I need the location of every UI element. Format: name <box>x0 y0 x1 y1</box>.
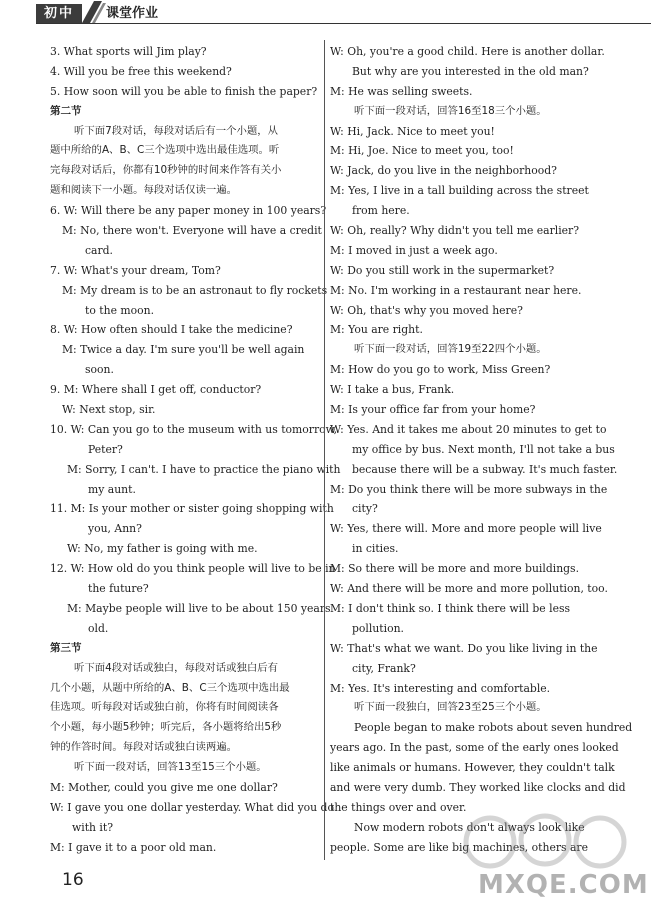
text-line: W: Jack, do you live in the neighborhood? <box>330 164 557 178</box>
text-line: M: No. I'm working in a restaurant near here. <box>330 283 582 297</box>
text-line: Peter? <box>88 442 123 456</box>
text-line: the future? <box>88 582 149 596</box>
text-line: People began to make robots about seven hundred <box>354 721 633 735</box>
text-line: M: You are right. <box>330 323 423 337</box>
text-line: M: Yes. It's interesting and comfortable. <box>330 681 551 695</box>
text-line: because there will be a subway. It's much faster. <box>352 462 618 476</box>
text-line: 第三节 <box>50 641 82 654</box>
text-line: from here. <box>352 204 410 218</box>
text-line: 听下面一段对话，回答19至22四个小题。 <box>354 343 547 356</box>
text-line: W: No, my father is going with me. <box>67 542 258 556</box>
text-line: 8. W: How often should I take the medicine? <box>50 323 293 337</box>
text-line: with it? <box>72 820 113 834</box>
text-line: W: Oh, you're a good child. Here is another dollar. <box>330 45 605 58</box>
text-line: my office by bus. Next month, I'll not take a bus <box>352 442 615 456</box>
header-rule <box>36 23 651 24</box>
header-badge: 初中 <box>36 4 82 23</box>
text-line: W: Hi, Jack. Nice to meet you! <box>330 124 495 138</box>
text-line: and were very dumb. They worked like clocks and did <box>330 780 626 794</box>
text-line: M: He was selling sweets. <box>330 84 473 98</box>
text-line: M: Do you think there will be more subways in the <box>330 482 608 496</box>
text-line: W: Next stop, sir. <box>62 403 156 417</box>
page-number: 16 <box>62 870 84 890</box>
text-line: 题中所给的A、B、C三个选项中选出最佳选项。听 <box>50 144 280 157</box>
text-line: 完每段对话后，你都有10秒钟的时间来作答有关小 <box>50 164 282 177</box>
text-line: 10. W: Can you go to the museum with us tomorrow, <box>50 422 338 436</box>
column-divider <box>324 40 325 860</box>
text-line: M: Hi, Joe. Nice to meet you, too! <box>330 144 514 158</box>
text-line: W: I take a bus, Frank. <box>330 383 455 397</box>
text-line: 第二节 <box>50 104 82 117</box>
text-line: 佳选项。听每段对话或独白前，你将有时间阅读各 <box>50 701 279 714</box>
text-line: 个小题，每小题5秒钟；听完后，各小题将给出5秒 <box>50 721 282 734</box>
text-line: M: I don't think so. I think there will be less <box>330 601 571 615</box>
text-line: M: Mother, could you give me one dollar? <box>50 780 278 794</box>
header-title: 课堂作业 <box>106 6 159 21</box>
right-column <box>330 42 633 858</box>
text-line: 12. W: How old do you think people will live to be in <box>50 562 336 576</box>
text-line: in cities. <box>352 542 399 556</box>
text-line: W: Oh, really? Why didn't you tell me earlier? <box>330 224 580 238</box>
text-line: 几个小题，从题中所给的A、B、C三个选项中选出最 <box>50 681 290 694</box>
text-line: Now modern robots don't always look like <box>354 820 585 834</box>
text-line: you, Ann? <box>88 522 142 536</box>
text-line: my aunt. <box>88 482 136 496</box>
text-line: W: That's what we want. Do you like living in the <box>330 641 598 655</box>
text-line: M: Yes, I live in a tall building across the street <box>330 184 589 198</box>
text-line: 听下面一段独白，回答23至25三个小题。 <box>354 701 547 714</box>
text-line: M: No, there won't. Everyone will have a credit <box>62 224 322 238</box>
left-column <box>50 42 341 858</box>
text-line: W: I gave you one dollar yesterday. What did you do <box>50 800 334 814</box>
text-line: to the moon. <box>85 303 155 317</box>
text-line: 听下面4段对话或独白，每段对话或独白后有 <box>74 661 279 674</box>
text-line: like animals or humans. However, they couldn't talk <box>330 761 615 775</box>
text-line: M: I gave it to a poor old man. <box>50 840 217 854</box>
text-line: M: Twice a day. I'm sure you'll be well again <box>62 343 305 357</box>
text-line: W: Oh, that's why you moved here? <box>330 303 523 317</box>
text-line: 题和阅读下一小题。每段对话仅读一遍。 <box>50 184 238 197</box>
text-line: pollution. <box>352 621 404 635</box>
text-line: 听下面一段对话，回答13至15三个小题。 <box>74 761 267 774</box>
text-line: M: So there will be more and more buildings. <box>330 562 580 576</box>
text-line: 5. How soon will you be able to finish the paper? <box>50 84 318 98</box>
text-line: the things over and over. <box>330 800 467 814</box>
text-line: W: Do you still work in the supermarket? <box>330 263 555 277</box>
text-line: 听下面7段对话，每段对话后有一个小题，从 <box>74 124 279 137</box>
text-line: M: Is your office far from your home? <box>330 403 536 417</box>
text-line: 3. What sports will Jim play? <box>50 45 207 58</box>
text-line: old. <box>88 621 109 635</box>
text-line: M: My dream is to be an astronaut to fly rockets <box>62 283 328 297</box>
header-slash-decoration <box>82 1 106 23</box>
text-line: card. <box>85 243 113 257</box>
text-line: M: How do you go to work, Miss Green? <box>330 363 551 377</box>
text-line: 听下面一段对话，回答16至18三个小题。 <box>354 104 547 117</box>
text-line: W: And there will be more and more pollution, too. <box>330 582 608 596</box>
text-line: 7. W: What's your dream, Tom? <box>50 263 221 277</box>
text-line: W: Yes, there will. More and more people will live <box>330 522 602 536</box>
text-line: city? <box>352 502 378 516</box>
text-line: But why are you interested in the old man? <box>352 64 589 78</box>
text-line: W: Yes. And it takes me about 20 minutes to get to <box>330 422 607 436</box>
text-line: 钟的作答时间。每段对话或独白读两遍。 <box>50 741 238 754</box>
page-header <box>0 0 651 24</box>
text-line: M: Maybe people will live to be about 150 years <box>67 601 331 615</box>
text-line: years ago. In the past, some of the early ones looked <box>330 741 619 755</box>
text-line: 6. W: Will there be any paper money in 100 years? <box>50 204 327 218</box>
text-line: M: Sorry, I can't. I have to practice the piano with <box>67 462 341 476</box>
text-line: 9. M: Where shall I get off, conductor? <box>50 383 262 397</box>
text-line: people. Some are like big machines, others are <box>330 840 588 854</box>
text-line: M: I moved in just a week ago. <box>330 243 498 257</box>
watermark-text: MXQE.COM <box>478 870 649 900</box>
text-line: 11. M: Is your mother or sister going shopping with <box>50 502 334 516</box>
text-line: city, Frank? <box>352 661 416 675</box>
text-line: 4. Will you be free this weekend? <box>50 64 232 78</box>
text-line: soon. <box>85 363 114 377</box>
